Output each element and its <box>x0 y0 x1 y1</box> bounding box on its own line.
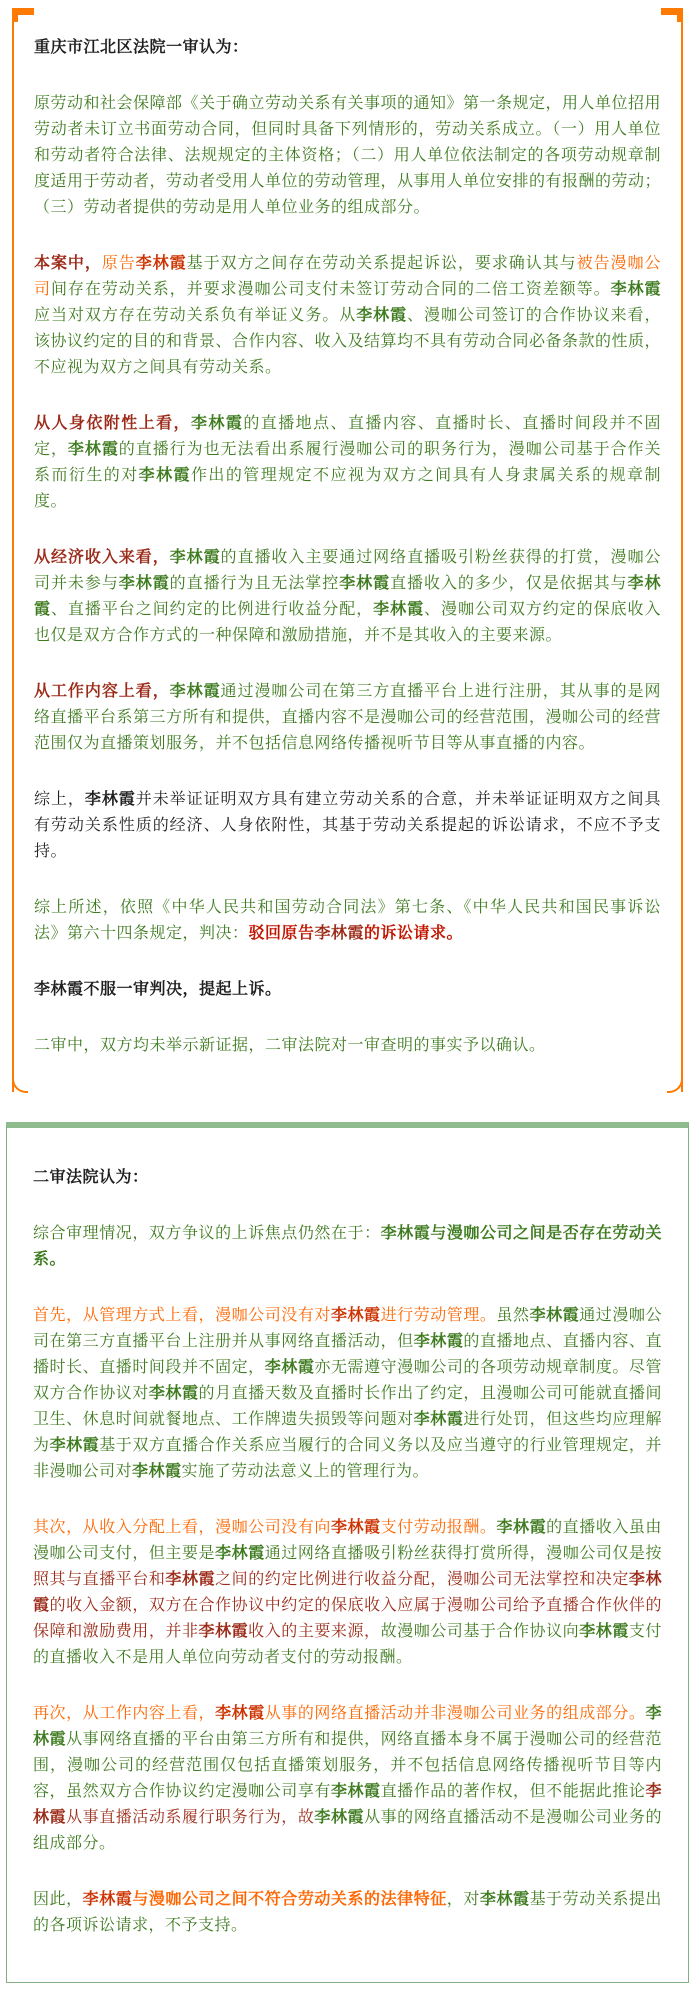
text-span: 其次，从收入分配上看，漫咖公司没有向 <box>33 1517 331 1536</box>
text-span: 李林霞 <box>496 1517 547 1536</box>
paragraph <box>34 410 661 514</box>
paragraph <box>34 90 661 220</box>
corner-bracket-top-right-vertical <box>677 8 683 22</box>
text-span: 、漫咖公司签订的合作协议来看，该协议约定的目的和背景、合作内容、收入及结算均不具有劳动合同必备条款的性质，不应视为双方之间具有劳动关系。 <box>34 305 662 376</box>
text-span: 李林霞与漫咖公司之间是否存在劳动关系。 <box>33 1223 662 1268</box>
paragraph <box>34 1032 661 1058</box>
paragraph <box>34 894 661 946</box>
text-span: 李林霞 <box>413 1409 464 1428</box>
text-span: 故漫咖公司基于合作协议向 <box>380 1621 580 1640</box>
text-span: 李林霞 <box>330 1517 381 1536</box>
text-span: 并未举证证明双方具有建立劳动关系的合意，并未举证证明双方之间具有劳动关系性质的经济、人身依附性，其基于劳动关系提起的诉讼请求，不应不予支持。 <box>34 789 661 860</box>
text-span: 综合审理情况，双方争议的上诉焦点仍然在于： <box>33 1223 381 1242</box>
text-span: 李林霞 <box>190 413 244 432</box>
text-span: 李林霞 <box>330 1781 381 1800</box>
text-span: 李林霞 <box>479 1889 530 1908</box>
paragraph <box>33 1220 662 1272</box>
text-span: 应当对双方存在劳动关系负有举证义务。从 <box>34 305 357 324</box>
text-span: 通过网络直播吸引粉丝获得打赏所得，漫咖公司仅是按 <box>264 1543 662 1562</box>
paragraph <box>34 544 661 648</box>
text-span: ，对 <box>446 1889 480 1908</box>
text-span: 、直播平台之间约定的比例进行收益分配， <box>50 599 374 618</box>
text-span: 直播收入的多少，仅是依据其与 <box>390 573 628 592</box>
text-span: 的月直播天数及直播时长作出了约定，且漫咖公司可能就直播间卫生、休息时间就餐地点、工作牌遗失损毁等问题对 <box>33 1383 662 1428</box>
text-span: 再次，从工作内容上看， <box>33 1703 216 1722</box>
text-span: 基于劳动关系提出的各项诉讼请求，不予支持。 <box>33 1889 662 1934</box>
text-span: 本案中， <box>34 253 102 272</box>
text-span: 李林霞 <box>165 1569 216 1588</box>
text-span: 从经济收入来看， <box>34 547 170 566</box>
text-span: 李林霞 <box>33 1569 662 1614</box>
text-span: 李林霞 <box>610 279 661 298</box>
text-span: 李林霞 <box>84 789 136 808</box>
text-span: 李林霞 <box>314 1807 365 1826</box>
text-span: 二审中，双方均未举示新证据，二审法院对一审查明的事实予以确认。 <box>34 1035 546 1054</box>
text-span: 的诉讼请求。 <box>364 923 464 942</box>
text-span: 的直播地点、直播内容、直播时长、直播时间段并不固定， <box>34 413 661 458</box>
text-span: 从工作内容上看， <box>34 681 170 700</box>
paragraph <box>34 786 661 864</box>
corner-curve-bottom-right <box>667 1077 683 1093</box>
paragraph <box>33 1302 662 1484</box>
second-instance-opinion-box <box>6 1122 689 1983</box>
corner-curve-bottom-left <box>12 1077 28 1093</box>
text-span: 李林霞 <box>215 1543 265 1562</box>
text-span: 因此， <box>33 1889 83 1908</box>
first-instance-opinion-box <box>12 8 683 1092</box>
text-span: 进行劳动管理。 <box>380 1305 497 1324</box>
text-span: 李林霞 <box>67 439 119 458</box>
text-span: 原告 <box>101 253 136 272</box>
text-span: 李林霞 <box>135 253 187 272</box>
text-span: 的直播收入主要通过网络直播吸引粉丝获得的打赏，漫咖公司并未参与 <box>34 547 661 592</box>
text-span: 的直播收入虽由漫咖公司支付，但主要是 <box>33 1517 662 1562</box>
paragraph <box>34 250 661 380</box>
text-span: 原劳动和社会保障部《关于确立劳动关系有关事项的通知》第一条规定，用人单位招用劳动者未订立书面劳动合同，但同时具备下列情形的，劳动关系成立。（一）用人单位和劳动者符合法律、法规规定的主体资格；（二）用人单位依法制定的各项劳动规章制度适用于劳动者，劳动者受用人单位的劳动管理，从事用人单位安排的有报酬的劳动；（三）劳动者提供的劳动是用人单位业务的组成部分。 <box>34 93 662 216</box>
text-span: 基于双方直播合作关系应当履行的合同义务以及应当遵守的行业管理规定，并非漫咖公司对 <box>33 1435 662 1480</box>
text-span: 李林霞不服一审判决，提起上诉。 <box>34 979 282 998</box>
text-span: 李林霞 <box>138 465 191 484</box>
text-span: 李林霞 <box>169 547 221 566</box>
text-span: 李林霞 <box>148 1383 199 1402</box>
text-span: 的直播地点、直播内容、直播时长、直播时间段并不固定， <box>33 1331 662 1376</box>
text-span: 李林霞 <box>132 1461 182 1480</box>
text-span: 通过漫咖公司在第三方直播平台上注册并从事网络直播活动，但 <box>33 1305 662 1350</box>
text-span: 李林霞 <box>118 573 170 592</box>
corner-bracket-top-left-vertical <box>12 8 18 22</box>
text-span: 李林霞 <box>330 1305 381 1324</box>
text-span: 李林霞 <box>356 305 408 324</box>
text-span: 从人身依附性上看， <box>34 413 191 432</box>
text-span: 间存在劳动关系，并要求漫咖公司支付未签订劳动合同的二倍工资差额等。 <box>50 279 611 298</box>
text-span: 收入的主要来源， <box>248 1621 381 1640</box>
paragraph <box>34 34 661 60</box>
text-span: 的直播行为也无法看出系履行漫咖公司的职务行为，漫咖公司基于合作关系而衍生的对 <box>34 439 661 484</box>
paragraph <box>33 1700 662 1856</box>
text-span: 李林霞 <box>198 1621 249 1640</box>
text-span: 通过漫咖公司在第三方直播平台上进行注册，其从事的是网络直播平台系第三方所有和提供，直播内容不是漫咖公司的经营范围，漫咖公司的经营范围仅为直播策划服务，并不包括信息网络传播视听节目等从事直播的内容。 <box>34 681 662 752</box>
text-span: 作出的管理规定不应视为双方之间具有人身隶属关系的规章制度。 <box>34 465 661 510</box>
paragraph <box>34 976 661 1002</box>
text-span: 李林霞 <box>215 1703 265 1722</box>
text-span: 支付劳动报酬。 <box>380 1517 497 1536</box>
text-span: 支付的直播收入不是用人单位向劳动者支付的劳动报酬。 <box>33 1621 662 1666</box>
text-span: 李林霞 <box>264 1357 315 1376</box>
text-span: 李林霞 <box>413 1331 464 1350</box>
text-span: 实施了劳动法意义上的管理行为。 <box>181 1461 430 1480</box>
text-span: 李林霞 <box>33 1703 662 1748</box>
text-span: 重庆市江北区法院一审认为： <box>34 37 249 56</box>
text-span: 李林霞 <box>49 1435 100 1454</box>
paragraph <box>33 1514 662 1670</box>
text-span: 的直播行为且无法掌控 <box>169 573 340 592</box>
text-span: 李林霞 <box>82 1889 133 1908</box>
paragraph <box>33 1886 662 1938</box>
text-span: 从事的网络直播活动不是漫咖公司业务的组成部分。 <box>33 1807 662 1852</box>
text-span: 与漫咖公司之间不符合劳动关系的法律特征 <box>132 1889 447 1908</box>
text-span: 李林霞 <box>169 681 221 700</box>
text-span: 、漫咖公司双方约定的保底收入也仅是双方合作方式的一种保障和激励措施，并不是其收入的主要来源。 <box>34 599 661 644</box>
text-span: 李林霞 <box>529 1305 580 1324</box>
text-span: 亦无需遵守漫咖公司的各项劳动规章制度。尽管双方合作协议对 <box>33 1357 662 1402</box>
text-span: 进行处罚，但这些均应理解为 <box>33 1409 662 1454</box>
text-span: 二审法院认为： <box>33 1167 149 1186</box>
text-span: 从事直播活动系履行职务行为，故 <box>66 1807 315 1826</box>
text-span: 的收入金额，双方在合作协议中约定的保底收入应属于漫咖公司给予直播合作伙伴的保障和激励费用，并非 <box>33 1595 662 1640</box>
text-span: 李林霞 <box>34 573 661 618</box>
text-span: 李林霞 <box>339 573 391 592</box>
text-span: 综上， <box>34 789 85 808</box>
text-span: 驳回原告 <box>248 923 315 942</box>
text-span: 李林霞 <box>373 599 425 618</box>
text-span: 基于双方之间存在劳动关系提起诉讼，要求确认其与 <box>186 253 577 272</box>
text-span: 李林霞 <box>314 923 365 942</box>
text-span: 李林霞 <box>579 1621 629 1640</box>
text-span: 照其与直播平台和 <box>33 1569 166 1588</box>
text-span: 综上所述，依照《中华人民共和国劳动合同法》第七条、《中华人民共和国民事诉讼法》第六十四条规定，判决： <box>34 897 661 942</box>
second-instance-text <box>33 1164 662 1938</box>
first-instance-text <box>34 34 661 1058</box>
text-span: 李林霞 <box>33 1781 662 1826</box>
text-span: 之间的约定比例进行收益分配，漫咖公司无法掌控和决定 <box>215 1569 629 1588</box>
text-span: 虽然 <box>496 1305 530 1324</box>
text-span: 首先，从管理方式上看，漫咖公司没有对 <box>33 1305 331 1324</box>
paragraph <box>33 1164 662 1190</box>
paragraph <box>34 678 661 756</box>
text-span: 从事网络直播的平台由第三方所有和提供，网络直播本身不属于漫咖公司的经营范围，漫咖公司的经营范围仅包括直播策划服务，并不包括信息网络传播视听节目等内容，虽然双方合作协议约定漫咖公司享有 <box>33 1729 662 1800</box>
text-span: 被告漫咖公司 <box>34 253 661 298</box>
text-span: 直播作品的著作权，但不能据此推论 <box>380 1781 646 1800</box>
text-span: 从事的网络直播活动并非漫咖公司业务的组成部分。 <box>264 1703 646 1722</box>
